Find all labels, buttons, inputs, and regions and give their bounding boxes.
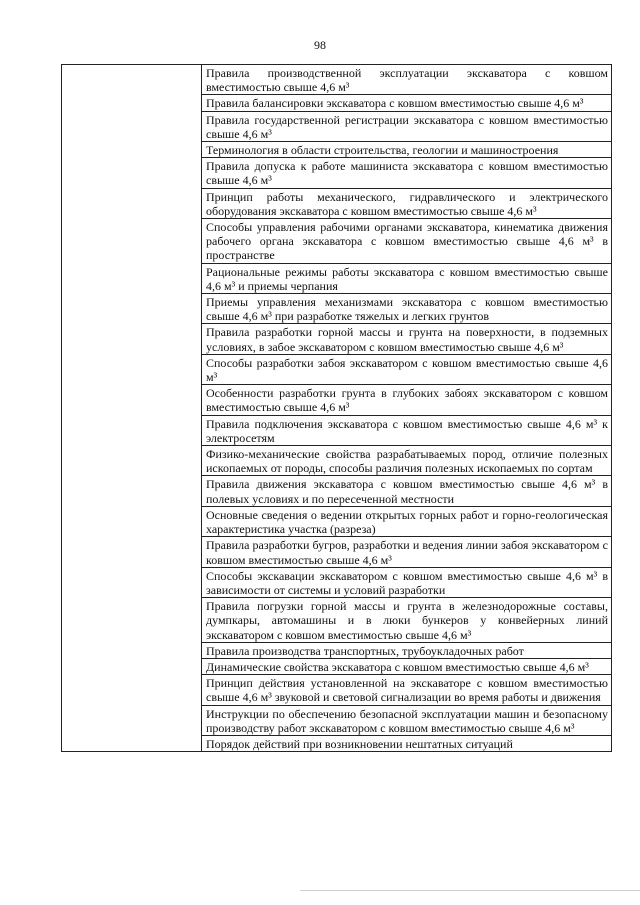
page-bottom-edge [300,890,640,891]
knowledge-item: Динамические свойства экскаватора с ковшом вместимостью свыше 4,6 м³ [202,658,612,674]
merged-label-cell [62,65,202,752]
knowledge-item: Основные сведения о ведении открытых горных работ и горно-геологическая характеристика участка (разреза) [202,506,612,536]
knowledge-item: Правила подключения экскаватора с ковшом вместимостью свыше 4,6 м³ к электросетям [202,415,612,445]
knowledge-item: Правила допуска к работе машиниста экскаватора с ковшом вместимостью свыше 4,6 м³ [202,158,612,188]
knowledge-item: Правила производства транспортных, трубоукладочных работ [202,642,612,658]
knowledge-item: Правила балансировки экскаватора с ковшом вместимостью свыше 4,6 м³ [202,95,612,111]
knowledge-item: Особенности разработки грунта в глубоких забоях экскаватором с ковшом вместимостью свыше 4,6 м³ [202,385,612,415]
knowledge-item: Инструкции по обеспечению безопасной эксплуатации машин и безопасному производству работ экскаватором с ковшом вместимостью свыше 4,6 м³ [202,705,612,735]
knowledge-item: Правила государственной регистрации экскаватора с ковшом вместимостью свыше 4,6 м³ [202,111,612,141]
knowledge-item: Правила разработки бугров, разработки и ведения линии забоя экскаватором с ковшом вместимостью свыше 4,6 м³ [202,537,612,567]
knowledge-item: Физико-механические свойства разрабатываемых пород, отличие полезных ископаемых от породы, способы различия полезных ископаемых по сортам [202,446,612,476]
knowledge-item: Рациональные режимы работы экскаватора с ковшом вместимостью свыше 4,6 м³ и приемы черпания [202,263,612,293]
knowledge-item: Правила производственной эксплуатации экскаватора с ковшом вместимостью свыше 4,6 м³ [202,65,612,95]
page-number: 98 [314,38,326,52]
knowledge-item: Порядок действий при возникновении нештатных ситуаций [202,735,612,751]
table-row [62,65,612,95]
knowledge-item: Правила погрузки горной массы и грунта в железнодорожные составы, думпкары, автомашины и в люки бункеров у конвейерных линий экскаватором с ковшом вместимостью свыше 4,6 м³ [202,598,612,643]
knowledge-item: Терминология в области строительства, геологии и машиностроения [202,142,612,158]
requirements-table-body [62,65,612,752]
knowledge-item: Способы управления рабочими органами экскаватора, кинематика движения рабочего органа экскаватора с ковшом вместимостью свыше 4,6 м³ в пространстве [202,219,612,264]
knowledge-item: Принцип действия установленной на экскаваторе с ковшом вместимостью свыше 4,6 м³ звуковой и световой сигнализации во время работы и движения [202,675,612,705]
knowledge-item: Способы разработки забоя экскаватором с ковшом вместимостью свыше 4,6 м³ [202,354,612,384]
knowledge-item: Правила движения экскаватора с ковшом вместимостью свыше 4,6 м³ в полевых условиях и по пересеченной местности [202,476,612,506]
knowledge-item: Правила разработки горной массы и грунта на поверхности, в подземных условиях, в забое экскаватором с ковшом вместимостью свыше 4,6 м³ [202,324,612,354]
requirements-table [61,64,612,752]
knowledge-item: Приемы управления механизмами экскаватора с ковшом вместимостью свыше 4,6 м³ при разработке тяжелых и легких грунтов [202,294,612,324]
knowledge-item: Способы экскавации экскаватором с ковшом вместимостью свыше 4,6 м³ в зависимости от системы и условий разработки [202,567,612,597]
knowledge-item: Принцип работы механического, гидравлического и электрического оборудования экскаватора с ковшом вместимостью свыше 4,6 м³ [202,188,612,218]
